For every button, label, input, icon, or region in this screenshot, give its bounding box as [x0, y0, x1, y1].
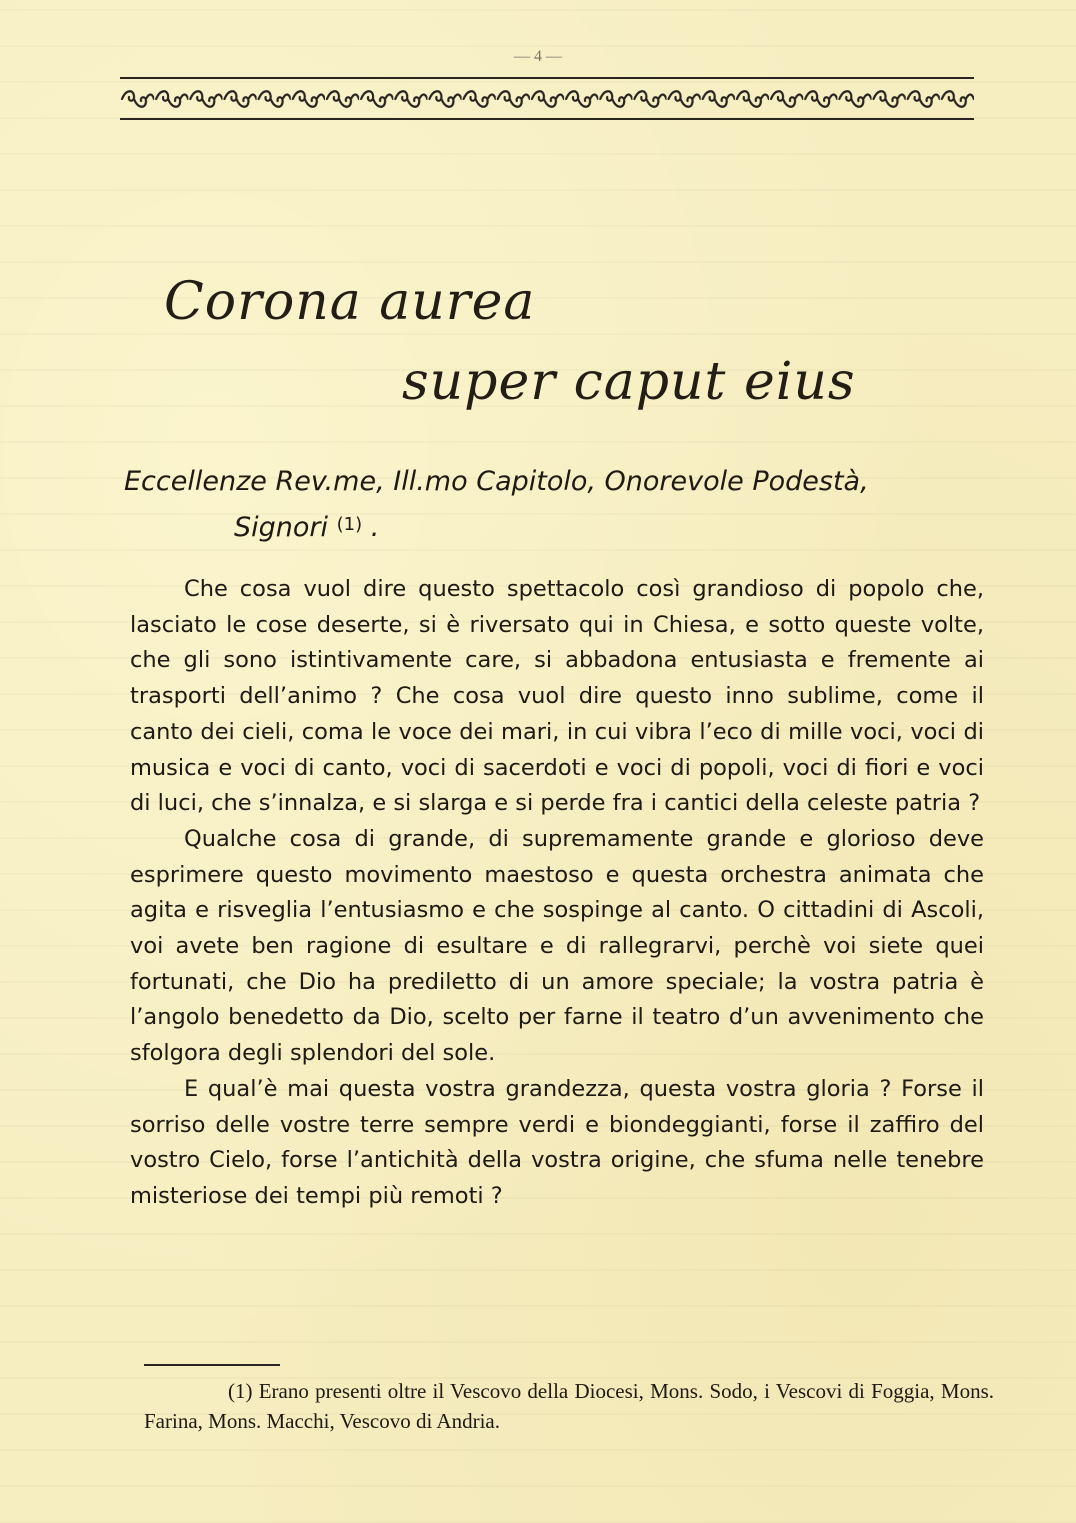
salutation-end: .: [370, 512, 380, 543]
paragraph-2: Qualche cosa di grande, di supremamente grande e glorioso deve esprimere questo movimento maestoso e questa orchestra animata che agita e risveglia l’entusiasmo e che sospinge al canto. O cittadini di Ascoli, voi avete ben ragione di esultare e di rallegrarvi, perchè voi siete quei fortunati, che Dio ha prediletto di un amore speciale; la vostra patria è l’angolo benedetto da Dio, scelto per farne il teatro d’un avvenimento che sfolgora degli splendori del sole.: [130, 825, 984, 1067]
footnote: (1) Erano presenti oltre il Vescovo della Diocesi, Mons. Sodo, i Vescovi di Foggia, Mons. Farina, Mons. Macchi, Vescovo di Andria.: [144, 1379, 994, 1433]
title-line-1: Corona aurea: [164, 272, 536, 332]
ornamental-border: [120, 84, 974, 114]
header-rule-bottom: [120, 118, 974, 120]
body-text: [130, 572, 984, 1215]
paragraph-1: Che cosa vuol dire questo spettacolo così grandioso di popolo che, lasciato le cose deserte, si è riversato qui in Chiesa, e sotto queste volte, che gli sono istintivamente care, si abbadona entusiasta e fremente ai trasporti dell’animo ? Che cosa vuol dire questo inno sublime, come il canto dei cieli, coma le voce dei mari, in cui vibra l’eco di mille voci, voci di musica e voci di canto, voci di sacerdoti e voci di popoli, voci di fiori e voci di luci, che s’innalza, e si slarga e si perde fra i cantici della celeste patria ?: [130, 576, 984, 817]
footnote-reference: (1): [336, 514, 363, 535]
salutation-addressee: Signori: [234, 512, 329, 543]
salutation-line-1: Eccellenze Rev.me, Ill.mo Capitolo, Onorevole Podestà,: [124, 466, 869, 497]
salutation-line-2: [234, 512, 379, 543]
header-rule-top: [120, 77, 974, 79]
page-number: — 4 —: [514, 48, 562, 65]
footnote-separator: [144, 1364, 280, 1366]
paragraph-3: E qual’è mai questa vostra grandezza, questa vostra gloria ? Forse il sorriso delle vostre terre sempre verdi e biondeggianti, forse il zaffiro del vostro Cielo, forse l’antichità della vostra origine, che sfuma nelle tenebre misteriose dei tempi più remoti ?: [130, 1075, 984, 1209]
title-line-2: super caput eius: [402, 352, 856, 412]
